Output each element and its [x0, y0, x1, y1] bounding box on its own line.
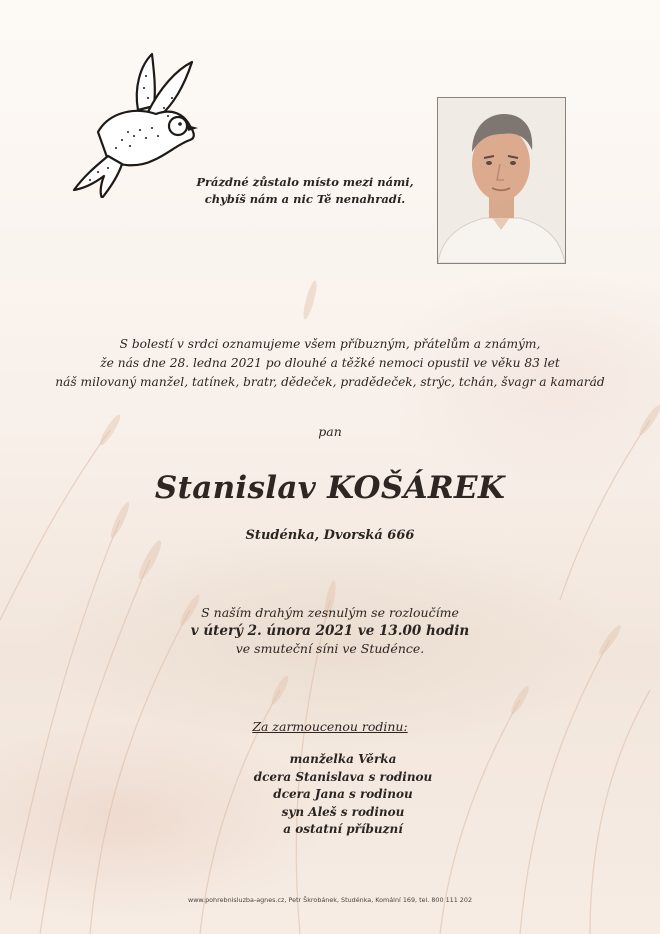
family-list	[0, 751, 660, 839]
family-heading: Za zarmoucenou rodinu:	[252, 719, 408, 734]
funeral-datetime: v úterý 2. února 2021 ve 13.00 hodin	[190, 623, 470, 639]
verse-line: chybíš nám a nic Tě nenahradí.	[204, 192, 406, 206]
family-member: manželka Věrka	[289, 752, 397, 766]
funeral-place: ve smuteční síni ve Studénce.	[235, 641, 425, 656]
announcement-line: S bolestí v srdci oznamujeme všem příbuzným, přátelům a známým,	[119, 337, 541, 351]
family-member: syn Aleš s rodinou	[281, 804, 405, 819]
family-member: dcera Stanislava s rodinou	[253, 769, 433, 784]
memorial-verse	[190, 174, 420, 208]
death-announcement	[20, 335, 640, 392]
funeral-service-footer: www.pohrebnisluzba-agnes.cz, Petr Škrobánek, Studénka, Komální 169, tel. 800 111 202	[187, 896, 473, 904]
farewell-intro: S naším drahým zesnulým se rozloučíme	[201, 605, 459, 620]
deceased-address: Studénka, Dvorská 666	[245, 528, 415, 543]
announcement-line: že nás dne 28. ledna 2021 po dlouhé a těžké nemoci opustil ve věku 83 let	[100, 356, 560, 370]
honorific: pan	[318, 424, 342, 439]
announcement-line: náš milovaný manžel, tatínek, bratr, dědeček, pradědeček, strýc, tchán, švagr a kamarád	[55, 375, 605, 389]
family-member: a ostatní příbuzní	[283, 822, 403, 837]
deceased-name: Stanislav KOŠÁREK	[154, 470, 506, 506]
family-member: dcera Jana s rodinou	[273, 787, 413, 802]
portrait-photo	[437, 97, 566, 264]
funeral-details	[80, 604, 580, 658]
dove-icon	[68, 48, 200, 198]
verse-line: Prázdné zůstalo místo mezi námi,	[196, 175, 414, 189]
portrait-illustration	[438, 98, 565, 263]
